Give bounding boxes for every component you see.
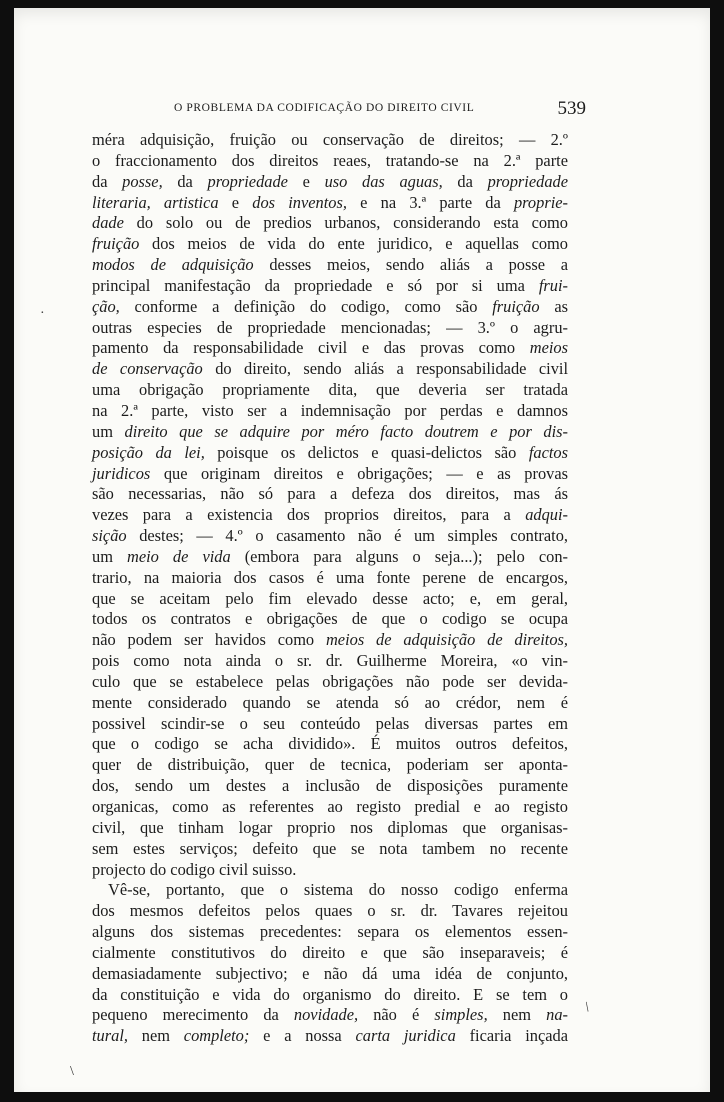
text-line (92, 672, 568, 693)
italic-run: de conservação (92, 359, 203, 379)
text-run: pequeno merecimento da (92, 1005, 294, 1025)
text-line (92, 734, 568, 755)
text-run: civil, que tinham logar proprio nos diplomas que organisas- (92, 817, 568, 837)
italic-run: ção, (92, 296, 120, 316)
margin-stroke: / (582, 1000, 594, 1016)
text-run: alguns dos sistemas precedentes: separa os elementos essen- (92, 922, 568, 942)
text-run: dos meios de vida do ente juridico, e aquellas como (139, 234, 568, 254)
italic-run: factos (528, 442, 568, 462)
text-run: da (92, 171, 123, 191)
text-line (92, 318, 568, 339)
text-line (92, 151, 568, 172)
text-line (92, 297, 568, 318)
text-line (92, 359, 568, 380)
text-line (92, 1026, 568, 1047)
italic-run: posse, (122, 171, 163, 191)
text-run: dos, sendo um destes a inclusão de disposições puramente (92, 776, 568, 796)
text-run: conforme a definição do codigo, como são (119, 296, 493, 316)
margin-tick: · (40, 306, 45, 321)
text-line (92, 693, 568, 714)
text-run: sem estes serviços; defeito que se nota tambem no recente (92, 838, 568, 858)
italic-run: literaria, artistica (92, 192, 219, 212)
text-line (92, 901, 568, 922)
text-run: nem (487, 1005, 547, 1025)
text-run: todos os contratos e obrigações de que o codigo se ocupa (92, 609, 568, 629)
text-line (92, 276, 568, 297)
text-line (92, 943, 568, 964)
text-run: destes; — 4.º o casamento não é um simples contrato, (126, 526, 568, 546)
text-line (92, 464, 568, 485)
italic-run: meios de adquisição de direitos, (325, 630, 568, 650)
text-run: e a nossa (249, 1026, 356, 1046)
margin-stroke: \ (70, 1064, 74, 1079)
text-run: pamento da responsabilidade civil e das provas como (92, 338, 530, 358)
text-line (92, 130, 568, 151)
text-line (92, 630, 568, 651)
italic-run: juridicos (92, 463, 151, 483)
text-run: na 2.ª parte, visto ser a indemnisação por perdas e damnos (92, 400, 568, 420)
italic-run: uso das aguas, (324, 171, 443, 191)
italic-run: completo; (183, 1026, 250, 1046)
italic-run: novidade, (293, 1005, 359, 1025)
page-header (174, 100, 586, 122)
text-run: méra adquisição, fruição ou conservação de direitos; — 2.º (92, 130, 568, 149)
text-line (92, 609, 568, 630)
text-run: que o codigo se acha dividido». É muitos outros defeitos, (92, 734, 568, 754)
body-text (92, 130, 568, 1047)
text-run: não é (358, 1005, 435, 1025)
italic-run: posição da lei, (92, 442, 205, 462)
text-run: que se aceitam pelo fim elevado desse acto; e, em geral, (92, 588, 568, 608)
text-line (92, 255, 568, 276)
text-run: culo que se estabelece pelas obrigações não pode ser devida- (92, 671, 568, 691)
text-run: principal manifestação da propriedade e só por si uma (92, 275, 539, 295)
text-line (92, 818, 568, 839)
text-line (92, 484, 568, 505)
text-run: Vê-se, portanto, que o sistema do nosso codigo enferma (108, 880, 568, 900)
text-run: ficaria inçada (455, 1026, 568, 1046)
text-line (92, 776, 568, 797)
italic-run: propriedade (487, 171, 568, 191)
text-run: as (539, 296, 568, 316)
text-run: trario, na maioria dos casos é uma fonte perene de encargos, (92, 567, 568, 587)
text-line (92, 338, 568, 359)
text-run: possivel scindir-se o seu conteúdo pelas diversas partes em (92, 713, 568, 733)
text-run: e (218, 192, 253, 212)
text-run: pois como nota ainda o sr. dr. Guilherme Moreira, «o vin- (92, 651, 568, 671)
text-line (92, 651, 568, 672)
text-line (92, 797, 568, 818)
text-line (92, 1005, 568, 1026)
italic-run: tural, (92, 1026, 128, 1046)
text-line (92, 589, 568, 610)
text-line (92, 193, 568, 214)
italic-run: na- (546, 1005, 568, 1025)
text-line (92, 964, 568, 985)
italic-run: adqui- (525, 505, 568, 525)
text-run: nem (127, 1026, 184, 1046)
text-run: demasiadamente subjectivo; e não dá uma idéa de conjunto, (92, 963, 568, 983)
text-run: o fraccionamento dos direitos reaes, tratando-se na 2.ª parte (92, 150, 568, 170)
text-line (92, 755, 568, 776)
text-run: da (162, 171, 208, 191)
text-run: que originam direitos e obrigações; — e as provas (150, 463, 568, 483)
text-run: desses meios, sendo aliás a posse a (253, 255, 569, 275)
italic-run: simples, (434, 1005, 488, 1025)
text-run: dos mesmos defeitos pelos quaes o sr. dr. Tavares rejeitou (92, 901, 568, 921)
italic-run: dade (92, 213, 124, 233)
italic-run: direito que se adquire por méro facto doutrem e por dis- (124, 421, 569, 441)
text-line (92, 422, 568, 443)
italic-run: proprie- (513, 192, 568, 212)
text-run: da (442, 171, 488, 191)
page-number: 539 (557, 98, 586, 119)
italic-run: propriedade (207, 171, 288, 191)
text-run: vezes para a existencia dos proprios direitos, para a (92, 505, 526, 525)
text-line (92, 380, 568, 401)
text-line (92, 922, 568, 943)
text-line (92, 568, 568, 589)
text-line (92, 213, 568, 234)
text-line (92, 443, 568, 464)
italic-run: meio de vida (127, 546, 231, 566)
text-line (92, 547, 568, 568)
text-line (92, 172, 568, 193)
text-run: organicas, como as referentes ao registo predial e ao registo (92, 797, 568, 816)
italic-run: dos inventos, (252, 192, 347, 212)
italic-run: carta juridica (355, 1026, 456, 1046)
text-run: e na 3.ª parte da (346, 192, 514, 212)
text-run: outras especies de propriedade mencionadas; — 3.º o agru- (92, 317, 568, 337)
running-head: O PROBLEMA DA CODIFICAÇÃO DO DIREITO CIVIL (174, 102, 475, 114)
text-run: uma obrigação propriamente dita, que deveria ser tratada (92, 380, 568, 400)
text-run: não podem ser havidos como (92, 630, 326, 650)
text-run: do direito, sendo aliás a responsabilidade civil (202, 359, 569, 379)
text-line (92, 505, 568, 526)
text-run: quer de distribuição, quer de tecnica, poderiam ser aponta- (92, 755, 568, 775)
italic-run: meios (529, 338, 568, 358)
text-run: da constituição e vida do organismo do direito. E se tem o (92, 984, 568, 1004)
text-run: do solo ou de predios urbanos, considerando esta como (123, 213, 568, 233)
text-line (92, 839, 568, 860)
text-run: um (92, 421, 125, 441)
italic-run: sição (92, 526, 127, 546)
italic-run: fruição (492, 296, 540, 316)
text-line (92, 234, 568, 255)
text-line (92, 526, 568, 547)
text-line (92, 401, 568, 422)
text-line (92, 985, 568, 1006)
text-run: cialmente constitutivos do direito e que são inseparaveis; é (92, 942, 568, 962)
text-run: (embora para alguns o seja...); pelo con- (230, 546, 568, 566)
text-line (92, 880, 568, 901)
italic-run: modos de adquisição (92, 255, 254, 275)
text-run: projecto do codigo civil suisso. (92, 859, 297, 879)
text-run: um (92, 546, 127, 566)
text-run: e (287, 171, 325, 191)
text-line (92, 714, 568, 735)
text-run: são necessarias, não só para a defeza dos direitos, mas ás (92, 484, 568, 504)
italic-run: frui- (538, 275, 568, 295)
text-run: mente considerado quando se atenda só ao crédor, nem é (92, 692, 568, 712)
text-run: poisque os delictos e quasi-delictos são (204, 442, 529, 462)
italic-run: fruição (92, 234, 140, 254)
text-line (92, 860, 568, 881)
